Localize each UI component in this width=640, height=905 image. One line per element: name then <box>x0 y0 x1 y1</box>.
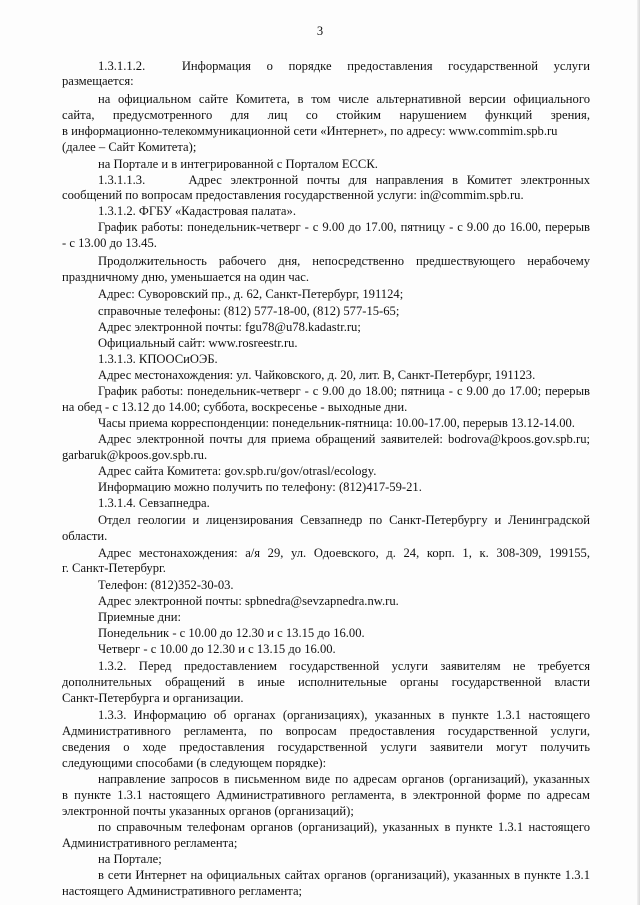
text-line: праздничному дню, уменьшается на один час. <box>62 270 310 284</box>
text-line: Адрес местонахождения: ул. Чайковского, д. 20, лит. В, Санкт-Петербург, 191123. <box>98 368 536 382</box>
text-line: Административного регламента; <box>62 836 238 850</box>
text-line: Административного регламента, по вопросам предоставления государственной услуги, <box>62 724 590 738</box>
section-heading: 1.3.1.3. КПООСиОЭБ. <box>98 352 218 366</box>
text-line: электронной почты указанных органов (организаций); <box>62 804 354 818</box>
text-line: справочные телефоны: (812) 577-18-00, (812) 577-15-65; <box>98 304 400 318</box>
text-line: на Портале; <box>98 852 162 866</box>
text-line: Часы приема корреспонденции: понедельник-пятница: 10.00-17.00, перерыв 13.12-14.00. <box>98 416 575 430</box>
text-line: сообщений по вопросам предоставления государственной услуги: in@commim.spb.ru. <box>62 188 524 202</box>
text-line: 1.3.2. Перед предоставлением государственной услуги заявителям не требуется <box>98 659 590 673</box>
text-line: сайта, предусмотренного для лиц со стойким нарушением функций зрения, <box>62 108 590 122</box>
text-line: настоящего Административного регламента; <box>62 884 303 898</box>
text-line: Адрес электронной почты: spbnedra@sevzapnedra.nw.ru. <box>98 594 399 608</box>
text-line: в информационно-телекоммуникационной сети «Интернет», по адресу: www.commim.spb.ru <box>62 124 558 138</box>
text-line: сведения о ходе предоставления государственной услуги заявители могут получить <box>62 740 590 754</box>
text-line: garbaruk@kpoos.gov.spb.ru. <box>62 448 208 462</box>
text-line: размещается: <box>62 74 134 88</box>
text-line: Информацию можно получить по телефону: (812)417-59-21. <box>98 480 422 494</box>
section-heading: 1.3.1.2. ФГБУ «Кадастровая палата». <box>98 204 296 218</box>
text-line: Отдел геологии и лицензирования Севзапнедр по Санкт-Петербургу и Ленинградской <box>98 513 590 527</box>
text-line: г. Санкт-Петербург. <box>62 561 166 575</box>
text-line: Адрес местонахождения: а/я 29, ул. Одоевского, д. 24, корп. 1, к. 308-309, 199155, <box>98 546 590 560</box>
text-line: 1.3.1.1.2. Информация о порядке предоставления государственной услуги <box>98 59 590 73</box>
text-line: - с 13.00 до 13.45. <box>62 236 157 250</box>
section-heading: 1.3.1.4. Севзапнедра. <box>98 496 210 510</box>
text-line: График работы: понедельник-четверг - с 9.00 до 18.00; пятница - с 9.00 до 17.00; перерыв <box>98 384 590 398</box>
page-number: 3 <box>316 24 324 38</box>
text-line: по справочным телефонам органов (организаций), указанных в пункте 1.3.1 настоящего <box>98 820 590 834</box>
text-line: Санкт-Петербурга и организации. <box>62 691 244 705</box>
text-line: Адрес сайта Комитета: gov.spb.ru/gov/otrasl/ecology. <box>98 464 377 478</box>
text-line: Адрес электронной почты: fgu78@u78.kadastr.ru; <box>98 320 361 334</box>
text-line: 1.3.1.1.3. Адрес электронной почты для направления в Комитет электронных <box>98 173 590 187</box>
text-line: на официальном сайте Комитета, в том числе альтернативной версии официального <box>98 92 590 106</box>
text-line: направление запросов в письменном виде по адресам органов (организаций), указанных <box>98 772 590 786</box>
text-line: 1.3.3. Информацию об органах (организациях), указанных в пункте 1.3.1 настоящего <box>98 708 590 722</box>
text-line: следующими способами (в следующем порядке): <box>62 756 327 770</box>
text-line: на обед - с 13.12 до 14.00; суббота, воскресенье - выходные дни. <box>62 400 408 414</box>
text-line: области. <box>62 529 108 543</box>
text-line: Официальный сайт: www.rosreestr.ru. <box>98 336 298 350</box>
text-line: Телефон: (812)352-30-03. <box>98 578 234 592</box>
text-line: Четверг - с 10.00 до 12.30 и с 13.15 до 16.00. <box>98 642 336 656</box>
text-line: в пункте 1.3.1 настоящего Административного регламента, в электронной форме по адресам <box>62 788 590 802</box>
text-line: дополнительных обращений в иные исполнительные органы государственной власти <box>62 675 590 689</box>
text-line: Адрес электронной почты для приема обращений заявителей: bodrova@kpoos.gov.spb.ru; <box>98 432 590 446</box>
text-line: Приемные дни: <box>98 610 182 624</box>
text-line: Адрес: Суворовский пр., д. 62, Санкт-Петербург, 191124; <box>98 287 404 301</box>
text-line: (далее – Сайт Комитета); <box>62 140 197 154</box>
text-line: в сети Интернет на официальных сайтах органов (организаций), указанных в пункте 1.3.1 <box>98 868 590 882</box>
text-line: на Портале и в интегрированной с Порталом ЕССК. <box>98 157 378 171</box>
text-line: Понедельник - с 10.00 до 12.30 и с 13.15 до 16.00. <box>98 626 365 640</box>
text-line: График работы: понедельник-четверг - с 9.00 до 17.00, пятницу - с 9.00 до 16.00, перерыв <box>98 220 590 234</box>
text-line: Продолжительность рабочего дня, непосредственно предшествующего нерабочему <box>98 254 590 268</box>
